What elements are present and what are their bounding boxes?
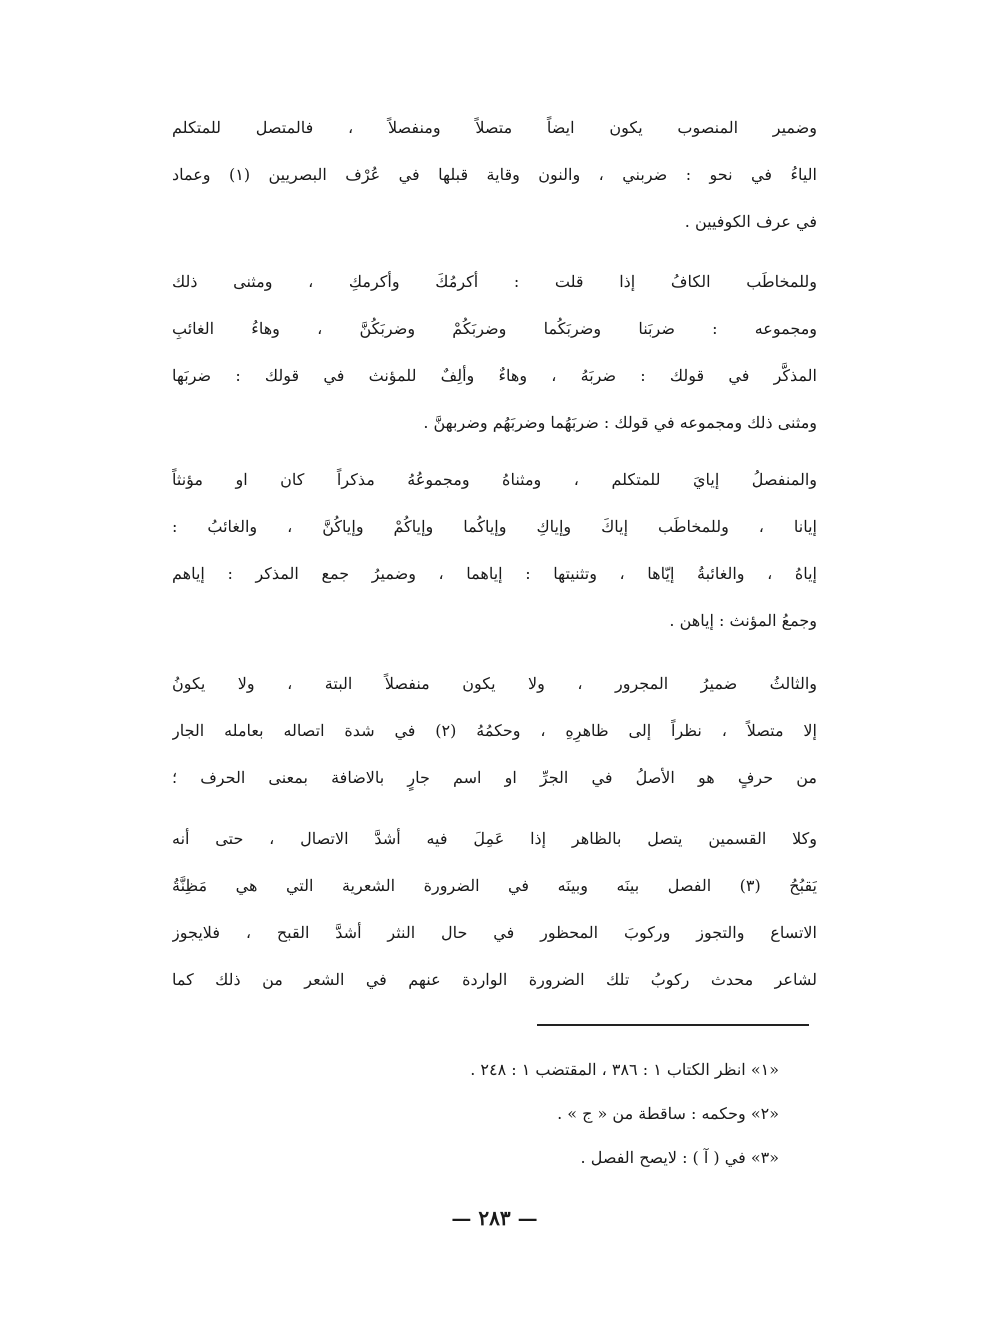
paragraph-5 <box>172 815 817 1003</box>
footnote-separator <box>537 1024 809 1026</box>
text-line: إيانا ، وللمخاطَب إياكَ وإياكِ وإياكُما وإياكُمْ وإياكُنَّ ، والغائبُ : <box>172 517 817 536</box>
text-line: المذكَّر في قولك : ضربَهُ ، وهاءٌ وألِفٌ للمؤنث في قولك : ضربَها <box>172 366 817 385</box>
text-line: ومثنى ذلك ومجموعه في قولك : ضربَهُما وضربَهُم وضربهنَّ . <box>423 413 817 432</box>
text-line: إياهُ ، والغائبةُ إيّاها ، وتثنيتها : إياهما ، وضميرُ جمع المذكر : إياهم <box>172 564 817 583</box>
text-line: ومجموعه : ضربَنا وضربَكُما وضربَكُمْ وضربَكُنَّ ، وهاءُ الغائبِ <box>172 319 817 338</box>
paragraph-3 <box>172 456 817 644</box>
footnote-1: «١» انظر الكتاب ١ : ٣٨٦ ، المقتضب ١ : ٢٤٨ . <box>470 1060 779 1079</box>
text-line: لشاعر محدث ركوبُ تلك الضرورة الواردة عنهم في الشعر من ذلك كما <box>172 970 817 989</box>
page-number: — ٢٨٣ — <box>451 1206 538 1230</box>
text-line: وللمخاطَب الكافُ إذا قلت : أكرمُكَ وأكرمكِ ، ومثنى ذلك <box>172 272 817 291</box>
text-line: وكلا القسمين يتصل بالظاهر إذا عَمِلَ فيه أشدَّ الاتصال ، حتى أنه <box>172 829 817 848</box>
text-line: من حرفٍ هو الأصلُ في الجرِّ او اسم جارٍ بالاضافة بمعنى الحرف ؛ <box>172 768 817 787</box>
text-line: وضمير المنصوب يكون ايضاً متصلاً ومنفصلاً ، فالمتصل للمتكلم <box>172 118 817 137</box>
paragraph-1 <box>172 104 817 245</box>
text-line: الاتساع والتجوز وركوبَ المحظور في حال النثر أشدَّ القبح ، فلايجوز <box>172 923 817 942</box>
text-line: إلا متصلاً ، نظراً إلى ظاهرِهِ ، وحكمُهُ (٢) في شدة اتصاله بعامله الجار <box>172 721 817 740</box>
text-line: والمنفصلُ إيايَ للمتكلم ، ومثناهُ ومجموعُهُ مذكراً كان او مؤنثاً <box>172 470 817 489</box>
footnote-3: «٣» في ( آ ) : لايصح الفصل . <box>580 1148 779 1167</box>
text-line: وجمعُ المؤنث : إياهن . <box>669 611 817 630</box>
text-line: في عرف الكوفيين . <box>684 212 817 231</box>
text-line: الياءُ في نحو : ضربني ، والنون وقاية قبلها في عُرْف البصريين (١) وعماد <box>172 165 817 184</box>
footnote-2: «٢» وحكمه : ساقطة من « ج » . <box>557 1104 779 1123</box>
paragraph-4 <box>172 660 817 801</box>
text-line: والثالثُ ضميرُ المجرور ، ولا يكون منفصلاً البتة ، ولا يكونُ <box>172 674 817 693</box>
paragraph-2 <box>172 258 817 446</box>
text-line: يَقبُحُ (٣) الفصل بينَه وبينَه في الضرورة الشعرية التي هي مَظِنَّةُ <box>172 876 817 895</box>
